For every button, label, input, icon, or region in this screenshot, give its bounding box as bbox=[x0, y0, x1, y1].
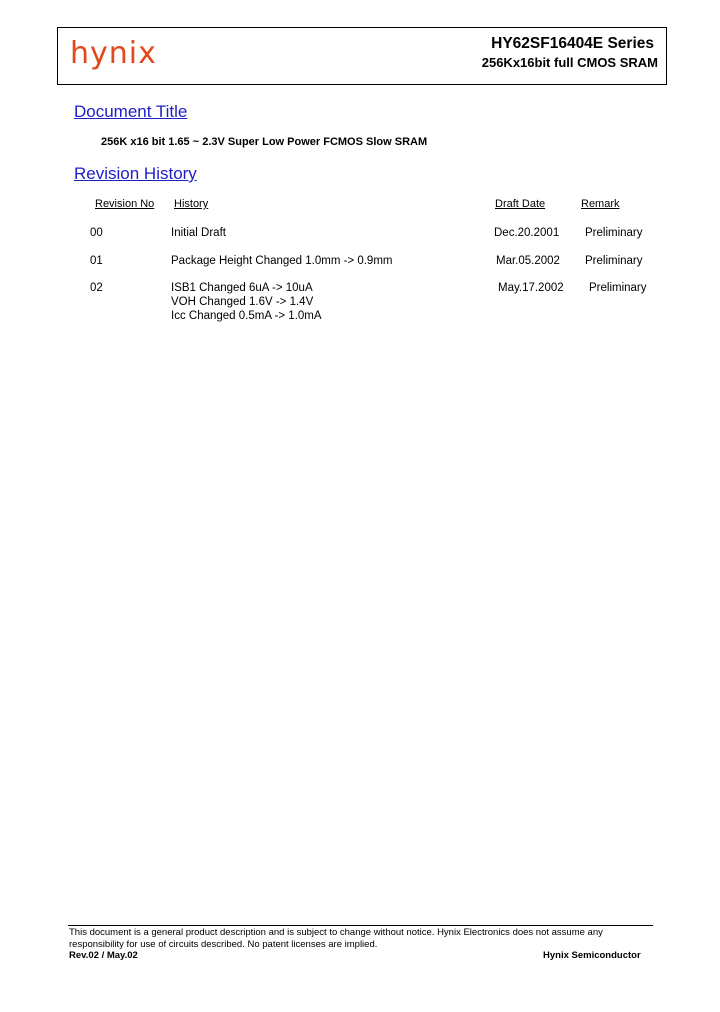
disclaimer-text: This document is a general product description and is subject to change without notice. Hynix Electronics does not assume any responsibility for use of circuits described. No patent licenses are implied. bbox=[69, 927, 603, 950]
column-header-revision-no: Revision No bbox=[95, 198, 155, 210]
draft-date: Mar.05.2002 bbox=[496, 255, 560, 267]
revision-number: 01 bbox=[90, 255, 103, 267]
document-title-heading: Document Title bbox=[74, 102, 188, 121]
column-header-history: History bbox=[174, 198, 209, 210]
column-header-draft-date: Draft Date bbox=[495, 198, 546, 210]
revision-number: 02 bbox=[90, 282, 103, 294]
history-entry: Icc Changed 0.5mA -> 1.0mA bbox=[171, 310, 322, 322]
footer-divider bbox=[68, 925, 653, 926]
document-header bbox=[57, 27, 667, 85]
draft-date: Dec.20.2001 bbox=[494, 227, 560, 239]
remark: Preliminary bbox=[589, 282, 647, 294]
revision-number: 00 bbox=[90, 227, 103, 239]
history-entry: VOH Changed 1.6V -> 1.4V bbox=[171, 296, 314, 308]
history-entry: ISB1 Changed 6uA -> 10uA bbox=[171, 282, 313, 294]
revision-history-heading: Revision History bbox=[74, 164, 197, 183]
history-entry: Initial Draft bbox=[171, 227, 226, 239]
product-series: HY62SF16404E Series bbox=[491, 35, 654, 52]
column-header-remark: Remark bbox=[581, 198, 620, 210]
history-entry: Package Height Changed 1.0mm -> 0.9mm bbox=[171, 255, 393, 267]
remark: Preliminary bbox=[585, 227, 643, 239]
revision-label: Rev.02 / May.02 bbox=[69, 950, 138, 961]
company-logo: hynix bbox=[70, 36, 157, 71]
remark: Preliminary bbox=[585, 255, 643, 267]
product-description: 256Kx16bit full CMOS SRAM bbox=[481, 55, 658, 70]
company-name: Hynix Semiconductor bbox=[543, 950, 641, 961]
document-title-text: 256K x16 bit 1.65 ~ 2.3V Super Low Power FCMOS Slow SRAM bbox=[101, 136, 428, 148]
draft-date: May.17.2002 bbox=[498, 282, 564, 294]
